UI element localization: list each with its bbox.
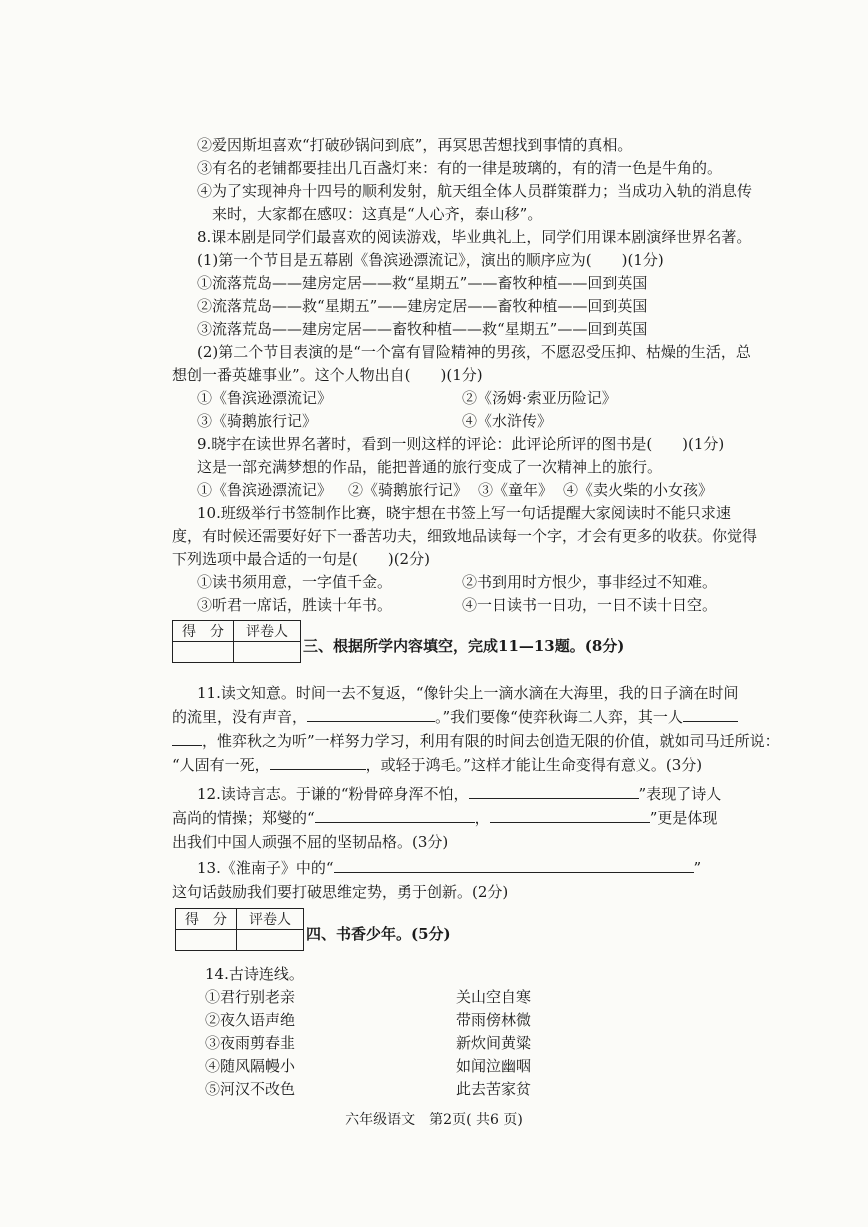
q12-blank-3[interactable]: [490, 808, 650, 823]
q8-choice-3: ③《骑鹅旅行记》: [197, 412, 318, 430]
grader-cell[interactable]: [234, 642, 301, 663]
poem-right-2[interactable]: 带雨傍林微: [456, 1011, 532, 1029]
q13-line1: [197, 858, 701, 878]
q12-text-a: 12.读诗言志。于谦的“粉骨碎身浑不怕，: [197, 785, 469, 803]
q10-choice-1: ①读书须用意，一字值千金。: [197, 573, 393, 591]
q11-blank-3[interactable]: [270, 755, 366, 770]
q8-sub2-line1: (2)第二个节目表演的是“一个富有冒险精神的男孩，不愿忍受压抑、枯燥的生活，总: [197, 343, 751, 361]
q12-text-d: ，: [474, 809, 490, 827]
q11-text-e: ，或轻于鸿毛。”这样才能让生命变得有意义。(3分): [365, 756, 703, 774]
q10-line1: 10.班级举行书签制作比赛，晓宇想在书签上写一句话提醒大家阅读时不能只求速: [197, 504, 731, 522]
option-4-continued: 来时，大家都在感叹：这真是“人心齐，泰山移”。: [212, 205, 543, 223]
q12-blank-2[interactable]: [315, 808, 475, 823]
q11-blank-1[interactable]: [307, 707, 435, 722]
q8-option-3: ③流落荒岛——建房定居——畜牧种植——救“星期五”——回到英国: [197, 320, 648, 338]
poem-right-5[interactable]: 此去苦家贫: [456, 1080, 532, 1098]
grader-label: 评卷人: [237, 909, 304, 930]
q13-blank[interactable]: [334, 858, 694, 873]
poem-right-1[interactable]: 关山空自寒: [456, 988, 532, 1006]
q12-text-c: 高尚的情操；郑燮的“: [172, 809, 315, 827]
poem-right-3[interactable]: 新炊间黄粱: [456, 1034, 532, 1052]
q8-choice-4: ④《水浒传》: [462, 412, 553, 430]
score-cell[interactable]: [176, 930, 237, 951]
q11-text-a: 的流里，没有声音，: [172, 708, 308, 726]
q12-line1: [197, 784, 721, 804]
q8-choice-1: ①《鲁滨逊漂流记》: [197, 389, 333, 407]
q11-blank-2[interactable]: [683, 707, 738, 722]
q12-blank-1[interactable]: [469, 784, 639, 799]
q13-text-b: ”: [693, 859, 702, 877]
q10-choice-2: ②书到用时方恨少，事非经过不知难。: [462, 573, 718, 591]
poem-left-5[interactable]: ⑤河汉不改色: [205, 1080, 296, 1098]
q8-stem: 8.课本剧是同学们最喜欢的阅读游戏，毕业典礼上，同学们用课本剧演绎世界名著。: [197, 228, 752, 246]
grader-label: 评卷人: [234, 621, 301, 642]
q10-choice-4: ④一日读书一日功，一日不读十日空。: [462, 596, 718, 614]
q11-text-c: ，惟弈秋之为听”一样努力学习，利用有限的时间去创造无限的价值，就如司马迁所说：: [202, 732, 780, 750]
poem-right-4[interactable]: 如闻泣幽咽: [456, 1057, 532, 1075]
q11-line2: [172, 707, 738, 727]
q10-choice-3: ③听君一席话，胜读十年书。: [197, 596, 393, 614]
q11-line1: 11.读文知意。时间一去不复返，“像针尖上一滴水滴在大海里，我的日子滴在时间: [197, 684, 739, 702]
poem-left-2[interactable]: ②夜久语声绝: [205, 1011, 296, 1029]
q9-stem: 9.晓宇在读世界名著时，看到一则这样的评论：此评论所评的图书是( )(1分): [197, 435, 725, 453]
q8-option-2: ②流落荒岛——救“星期五”——建房定居——畜牧种植——回到英国: [197, 297, 648, 315]
q9-choice-2: ②《骑鹅旅行记》: [348, 481, 469, 499]
poem-left-4[interactable]: ④随风隔幔小: [205, 1057, 296, 1075]
q11-line3: [172, 731, 780, 751]
q8-option-1: ①流落荒岛——建房定居——救“星期五”——畜牧种植——回到英国: [197, 274, 648, 292]
q11-text-d: “人固有一死，: [172, 756, 270, 774]
q13-text-a: 13.《淮南子》中的“: [197, 859, 334, 877]
q12-text-e: ”更是体现: [649, 809, 718, 827]
q8-sub1: (1)第一个节目是五幕剧《鲁滨逊漂流记》，演出的顺序应为( )(1分): [197, 251, 664, 269]
q9-choice-1: ①《鲁滨逊漂流记》: [197, 481, 333, 499]
grader-cell[interactable]: [237, 930, 304, 951]
q13-line2: 这句话鼓励我们要打破思维定势，勇于创新。(2分): [172, 883, 509, 901]
poem-left-3[interactable]: ③夜雨剪春韭: [205, 1034, 296, 1052]
q9-choice-3: ③《童年》: [478, 481, 554, 499]
section-3-title: 三、根据所学内容填空，完成11—13题。(8分): [303, 637, 625, 655]
q9-choice-4: ④《卖火柴的小女孩》: [563, 481, 714, 499]
q11-line4: [172, 755, 702, 775]
q8-choice-2: ②《汤姆·索亚历险记》: [462, 389, 617, 407]
score-label: 得 分: [173, 621, 234, 642]
score-cell[interactable]: [173, 642, 234, 663]
q8-sub2-line2: 想创一番英雄事业”。这个人物出自( )(1分): [172, 366, 483, 384]
q10-line2: 度，有时候还需要好好下一番苦功夫，细致地品读每一个字，才会有更多的收获。你觉得: [172, 527, 758, 545]
q9-quote: 这是一部充满梦想的作品，能把普通的旅行变成了一次精神上的旅行。: [197, 458, 663, 476]
q12-line2: [172, 808, 717, 828]
score-label: 得 分: [176, 909, 237, 930]
section-4-title: 四、书香少年。(5分): [306, 925, 451, 943]
q12-line3: 出我们中国人顽强不屈的坚韧品格。(3分): [172, 833, 449, 851]
poem-left-1[interactable]: ①君行别老亲: [205, 988, 296, 1006]
score-box-section4: [175, 908, 304, 951]
q14-title: 14.古诗连线。: [205, 965, 304, 983]
option-3-line: ③有名的老铺都要挂出几百盏灯来：有的一律是玻璃的，有的清一色是牛角的。: [197, 159, 723, 177]
score-box-section3: [172, 620, 301, 663]
q11-blank-2-cont[interactable]: [172, 731, 202, 746]
option-2-line: ②爱因斯坦喜欢“打破砂锅问到底”，再冥思苦想找到事情的真相。: [197, 136, 633, 154]
q10-line3: 下列选项中最合适的一句是( )(2分): [172, 550, 430, 568]
page-footer: 六年级语文 第2页( 共6 页): [345, 1112, 523, 1128]
option-4-line: ④为了实现神舟十四号的顺利发射，航天组全体人员群策群力；当成功入轨的消息传: [197, 182, 753, 200]
q11-text-b: 。”我们要像“使弈秋诲二人弈，其一人: [435, 708, 683, 726]
q12-text-b: ”表现了诗人: [638, 785, 722, 803]
